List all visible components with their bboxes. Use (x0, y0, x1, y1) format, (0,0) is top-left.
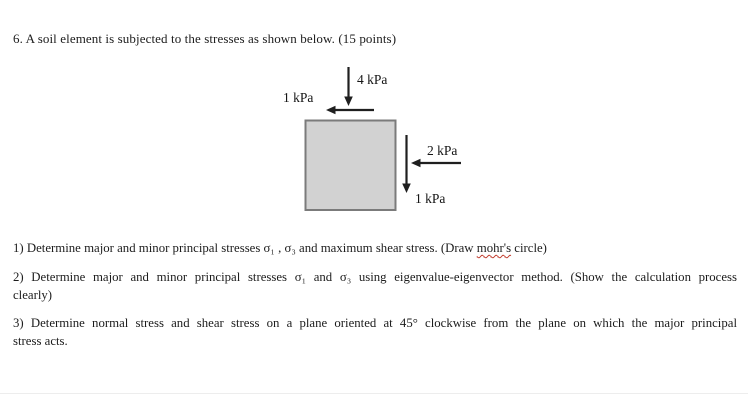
question-2-line-2: clearly) (13, 288, 53, 302)
arrow-side-normal (411, 159, 461, 168)
question-1 (13, 241, 737, 256)
label-top-shear-stress: 1 kPa (283, 90, 314, 105)
soil-element (306, 121, 396, 211)
question-1-text-end: circle) (511, 241, 547, 255)
arrow-top-shear (326, 106, 374, 115)
problem-title: 6. A soil element is subjected to the stresses as shown below. (15 points) (13, 31, 397, 46)
label-side-normal-stress: 2 kPa (427, 143, 458, 158)
label-top-normal-stress: 4 kPa (357, 72, 388, 87)
bottom-divider (0, 393, 748, 394)
misspelled-word: mohr's (476, 241, 512, 255)
arrow-side-shear (402, 135, 411, 193)
question-3-line-2: stress acts. (13, 334, 68, 348)
question-3-line-1: 3) Determine normal stress and shear stress on a plane oriented at 45° clockwise from the plane on which the major principal (13, 316, 737, 330)
arrow-top-normal (344, 67, 353, 106)
question-1-text: 1) Determine major and minor principal stresses σ₁ , σ₃ and maximum shear stress. (Draw (13, 241, 477, 255)
label-side-shear-stress: 1 kPa (415, 191, 446, 206)
question-2-line-1: 2) Determine major and minor principal stresses σ₁ and σ₃ using eigenvalue-eigenvector method. (Show the calculation process (13, 270, 737, 284)
